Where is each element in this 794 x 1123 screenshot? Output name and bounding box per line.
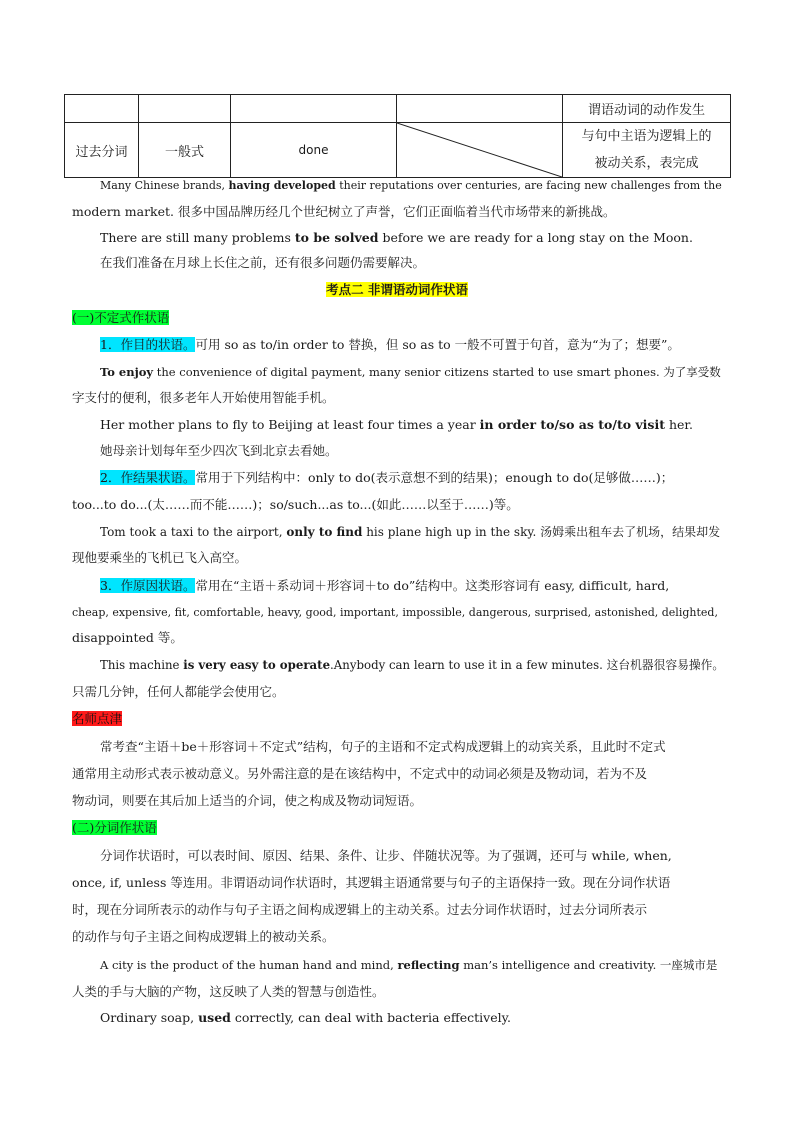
table-row [65,123,731,178]
bold-text: having developed [228,179,336,192]
text: .Anybody can learn to use it in a few minutes. 这台机器很容易操作。 [330,658,725,672]
text: the convenience of digital payment, many senior citizens started to use smart phones. 为了享受数 [153,365,721,379]
text: man’s intelligence and creativity. 一座城市是 [459,958,718,972]
paragraph-line: 分词作状语时，可以表时间、原因、结果、条件、让步、伴随状况等。为了强调，还可与 while, when, [100,848,672,863]
text: correctly, can deal with bacteria effectively. [230,1010,511,1025]
paragraph-line: 现他要乘坐的飞机已飞入高空。 [72,550,248,565]
table-cell: 谓语动词的动作发生 [563,95,731,123]
table-cell-form: done [231,123,397,178]
bold-text: in order to/so as to/to visit [479,417,665,432]
paragraph-line: 物动词，则要在其后加上适当的介词，使之构成及物动词短语。 [72,793,423,808]
paragraph-line: 常考查“主语＋be＋形容词＋不定式”结构，句子的主语和不定式构成逻辑上的动宾关系，且此时不定式 [100,739,666,754]
point-label: 1．作目的状语。 [100,337,196,352]
paragraph-line: 时，现在分词所表示的动作与句子主语之间构成逻辑上的主动关系。过去分词作状语时，过去分词所表示 [72,902,648,917]
paragraph-line: disappointed 等。 [72,630,183,645]
paragraph-line: too...to do...(太……而不能……)；so/such...as to...(如此……以至于……)等。 [72,497,519,512]
paragraph-line: 在我们准备在月球上长住之前，还有很多问题仍需要解决。 [100,255,426,270]
table-cell [231,95,397,123]
paragraph-line: once, if, unless 等连用。非谓语动词作状语时，其逻辑主语通常要与句子的主语保持一致。现在分词作状语 [72,875,671,890]
paragraph-line [100,578,724,594]
table-cell-simple-form: 一般式 [139,123,231,178]
text: her. [665,417,693,432]
paragraph-line [100,524,724,540]
section-heading-wrap [0,282,794,298]
subsection-heading-wrap [72,310,724,326]
paragraph-line: 只需几分钟，任何人都能学会使用它。 [72,684,285,699]
paragraph-line [100,337,724,353]
point-label: 2．作结果状语。 [100,470,196,485]
paragraph-line [100,1010,724,1026]
tip-label: 名师点津 [72,711,123,726]
paragraph-line: modern market. 很多中国品牌历经几个世纪树立了声誉，它们正面临着当代市场带来的新挑战。 [72,204,616,219]
paragraph-line [100,957,724,973]
text: 常用在“主语＋系动词＋形容词＋to do”结构中。这类形容词有 easy, difficult, hard, [195,578,670,593]
subsection-heading: (二)分词作状语 [72,820,157,835]
paragraph-line [100,230,724,246]
bold-text: To enjoy [100,365,154,379]
cell-text: 与句中主语为逻辑上的 [581,129,712,144]
bold-text: to be solved [294,230,379,245]
text: their reputations over centuries, are facing new challenges from the [335,179,722,192]
subsection-heading-wrap [72,820,724,836]
paragraph-line: 她母亲计划每年至少四次飞到北京去看她。 [100,443,338,458]
cell-text: 被动关系，表完成 [594,156,699,171]
text: Many Chinese brands, [100,179,229,192]
table-cell-meaning [563,123,731,178]
subsection-heading: (一)不定式作状语 [72,310,170,325]
bold-text: is very easy to operate [183,658,331,672]
text: 常用于下列结构中：only to do(表示意想不到的结果)；enough to do(足够做……)； [195,470,674,485]
section-heading: 考点二 非谓语动词作状语 [326,282,468,297]
paragraph-line: 的动作与句子主语之间构成逻辑上的被动关系。 [72,929,335,944]
paragraph-line: 字支付的便利，很多老年人开始使用智能手机。 [72,390,335,405]
text: Tom took a taxi to the airport, [100,525,287,539]
tip-label-wrap [72,711,724,727]
paragraph-line: 人类的手与大脑的产物，这反映了人类的智慧与创造性。 [72,984,385,999]
paragraph-line [100,470,724,486]
paragraph-line [100,178,724,194]
text: before we are ready for a long stay on the Moon. [378,230,693,245]
table-cell-past-participle: 过去分词 [65,123,139,178]
paragraph-line: cheap, expensive, fit, comfortable, heavy, good, important, impossible, dangerous, surprised, astonished, delighted, [72,606,718,619]
text: There are still many problems [100,230,295,245]
nonfinite-verb-table [64,94,731,178]
paragraph-line: 通常用主动形式表示被动意义。另外需注意的是在该结构中，不定式中的动词必须是及物动词，若为不及 [72,766,648,781]
point-label: 3．作原因状语。 [100,578,196,593]
text: Ordinary soap, [100,1010,199,1025]
table-cell [139,95,231,123]
paragraph-line [100,657,724,673]
paragraph-line [100,417,724,433]
text: 可用 so as to/in order to 替换，但 so as to 一般不可置于句首，意为“为了；想要”。 [195,337,680,352]
text: his plane high up in the sky. 汤姆乘出租车去了机场，结果却发 [362,525,721,539]
text: This machine [100,658,184,672]
table-cell [65,95,139,123]
paragraph-line [100,364,724,380]
table-cell [397,95,563,123]
text: A city is the product of the human hand and mind, [100,958,398,972]
bold-text: reflecting [397,958,460,972]
table-cell-diagonal [397,123,563,178]
table-row [65,95,731,123]
bold-text: used [198,1010,231,1025]
diagonal-line [397,123,562,177]
text: Her mother plans to fly to Beijing at least four times a year [100,417,480,432]
bold-text: only to find [286,525,363,539]
